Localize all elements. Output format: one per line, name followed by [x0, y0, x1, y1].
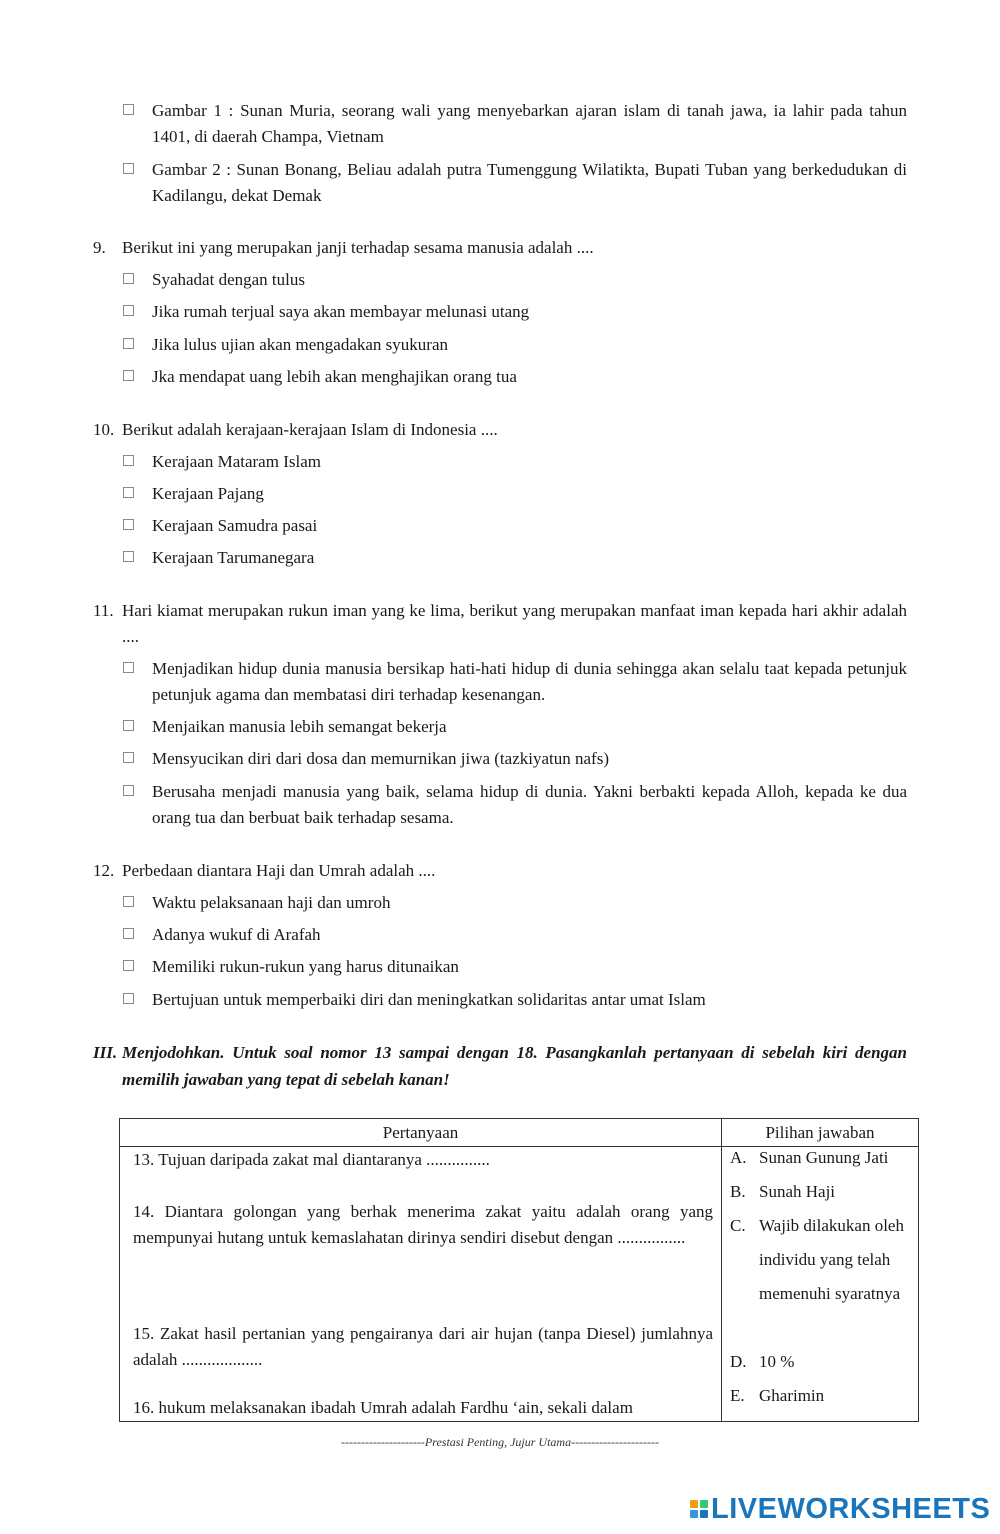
brand-name: LIVEWORKSHEETS [711, 1492, 991, 1525]
header-answer: Pilihan jawaban [765, 1123, 875, 1142]
question-number: 11. [93, 601, 114, 620]
question-number: 9. [93, 238, 106, 257]
checkbox[interactable] [123, 752, 134, 763]
option-text: Bertujuan untuk memperbaiki diri dan meningkatkan solidaritas antar umat Islam [152, 990, 706, 1009]
q10-option-2[interactable] [123, 481, 907, 507]
question-12 [93, 858, 907, 884]
q12-option-1[interactable] [123, 890, 907, 916]
checkbox[interactable] [123, 720, 134, 731]
answer-text: 10 % [759, 1352, 795, 1371]
q9-option-4[interactable] [123, 364, 907, 390]
answer-text: Wajib dilakukan oleh individu yang telah memenuhi syaratnya [759, 1216, 904, 1303]
option-text: Kerajaan Mataram Islam [152, 452, 321, 471]
checkbox[interactable] [123, 662, 134, 673]
liveworksheets-brand [690, 1492, 990, 1526]
answer-text: Sunah Haji [759, 1182, 836, 1201]
q9-option-3[interactable] [123, 332, 907, 358]
checkbox[interactable] [123, 273, 134, 284]
answer-text: Gharimin [759, 1386, 825, 1405]
checkbox[interactable] [123, 519, 134, 530]
checkbox[interactable] [123, 338, 134, 349]
option-text: Menjaikan manusia lebih semangat bekerja [152, 717, 447, 736]
q10-option-4[interactable] [123, 545, 907, 571]
checkbox[interactable] [123, 928, 134, 939]
option-text: Jka mendapat uang lebih akan menghajikan orang tua [152, 367, 517, 386]
question-text: Berikut ini yang merupakan janji terhadap sesama manusia adalah .... [122, 238, 594, 257]
q10-option-1[interactable] [123, 449, 907, 475]
question-number: 10. [93, 420, 115, 439]
q9-option-2[interactable] [123, 299, 907, 325]
answer-letter: C. [730, 1216, 746, 1235]
option-text: Berusaha menjadi manusia yang baik, selama hidup di dunia. Yakni berbakti kepada Alloh, kepada ke dua orang tua dan berbuat baik terhadap sesama. [152, 782, 907, 827]
option-text: Adanya wukuf di Arafah [152, 925, 321, 944]
section-number: III. [93, 1043, 118, 1062]
q11-option-2[interactable] [123, 714, 907, 740]
option-text: Gambar 2 : Sunan Bonang, Beliau adalah putra Tumenggung Wilatikta, Bupati Tuban yang berkedudukan di Kadilangu, dekat Demak [152, 160, 907, 205]
option-text: Menjadikan hidup dunia manusia bersikap hati-hati hidup di dunia sehingga akan selalu taat kepada petunjuk petunjuk agama dan membatasi diri terhadap kesenangan. [152, 659, 907, 704]
option-text: Syahadat dengan tulus [152, 270, 305, 289]
footer-motto: ---------------------Prestasi Penting, Jujur Utama---------------------- [340, 1435, 660, 1449]
checkbox[interactable] [123, 487, 134, 498]
q9-option-1[interactable] [123, 267, 907, 293]
question-text: Berikut adalah kerajaan-kerajaan Islam di Indonesia .... [122, 420, 498, 439]
question-10 [93, 417, 907, 443]
column-divider [721, 1119, 722, 1421]
table-question-14[interactable]: 14. Diantara golongan yang berhak menerima zakat yaitu adalah orang yang mempunyai hutang untuk kemaslahatan dirinya sendiri disebut dengan ................ [133, 1202, 713, 1247]
q12-option-3[interactable] [123, 954, 907, 980]
intro-option-1[interactable] [123, 98, 907, 150]
answer-letter: E. [730, 1386, 745, 1405]
checkbox[interactable] [123, 960, 134, 971]
question-text: Hari kiamat merupakan rukun iman yang ke lima, berikut yang merupakan manfaat iman kepada hari akhir adalah .... [122, 601, 907, 646]
checkbox[interactable] [123, 455, 134, 466]
checkbox[interactable] [123, 993, 134, 1004]
q11-option-3[interactable] [123, 746, 907, 772]
option-text: Mensyucikan diri dari dosa dan memurnikan jiwa (tazkiyatun nafs) [152, 749, 609, 768]
answer-letter: B. [730, 1182, 746, 1201]
question-11 [93, 598, 907, 650]
checkbox[interactable] [123, 785, 134, 796]
q11-option-4[interactable] [123, 779, 907, 831]
section-heading [93, 1039, 907, 1093]
q12-option-2[interactable] [123, 922, 907, 948]
answer-letter: D. [730, 1352, 747, 1371]
answer-d[interactable] [730, 1345, 916, 1379]
checkbox[interactable] [123, 551, 134, 562]
logo-square [690, 1510, 698, 1518]
logo-square [700, 1510, 708, 1518]
checkbox[interactable] [123, 104, 134, 115]
table-question-13[interactable]: 13. Tujuan daripada zakat mal diantaranya ............... [133, 1150, 490, 1169]
option-text: Kerajaan Pajang [152, 484, 264, 503]
option-text: Kerajaan Tarumanegara [152, 548, 315, 567]
option-text: Kerajaan Samudra pasai [152, 516, 318, 535]
q12-option-4[interactable] [123, 987, 907, 1013]
q10-option-3[interactable] [123, 513, 907, 539]
section-instructions: Menjodohkan. Untuk soal nomor 13 sampai dengan 18. Pasangkanlah pertanyaan di sebelah kiri dengan memilih jawaban yang tepat di sebelah kanan! [122, 1043, 907, 1089]
answer-c[interactable] [730, 1209, 916, 1311]
answer-e[interactable] [730, 1379, 916, 1413]
question-number: 12. [93, 861, 115, 880]
question-text: Perbedaan diantara Haji dan Umrah adalah .... [122, 861, 436, 880]
checkbox[interactable] [123, 305, 134, 316]
liveworksheets-logo-icon [690, 1500, 708, 1518]
answer-a[interactable] [730, 1141, 916, 1175]
answer-letter: A. [730, 1148, 747, 1167]
checkbox[interactable] [123, 370, 134, 381]
answer-text: Sunan Gunung Jati [759, 1148, 889, 1167]
checkbox[interactable] [123, 163, 134, 174]
option-text: Gambar 1 : Sunan Muria, seorang wali yang menyebarkan ajaran islam di tanah jawa, ia lahir pada tahun 1401, di daerah Champa, Vietnam [152, 101, 907, 146]
question-9 [93, 235, 907, 261]
q11-option-1[interactable] [123, 656, 907, 708]
logo-square [690, 1500, 698, 1508]
option-text: Memiliki rukun-rukun yang harus ditunaikan [152, 957, 459, 976]
matching-table [119, 1118, 919, 1422]
table-question-15[interactable]: 15. Zakat hasil pertanian yang pengairanya dari air hujan (tanpa Diesel) jumlahnya adalah ................... [133, 1324, 713, 1369]
answer-b[interactable] [730, 1175, 916, 1209]
header-question: Pertanyaan [382, 1123, 459, 1142]
table-question-16[interactable]: 16. hukum melaksanakan ibadah Umrah adalah Fardhu ‘ain, sekali dalam [133, 1398, 633, 1417]
option-text: Jika rumah terjual saya akan membayar melunasi utang [152, 302, 530, 321]
option-text: Waktu pelaksanaan haji dan umroh [152, 893, 391, 912]
checkbox[interactable] [123, 896, 134, 907]
intro-option-2[interactable] [123, 157, 907, 209]
option-text: Jika lulus ujian akan mengadakan syukuran [152, 335, 449, 354]
logo-square [700, 1500, 708, 1508]
